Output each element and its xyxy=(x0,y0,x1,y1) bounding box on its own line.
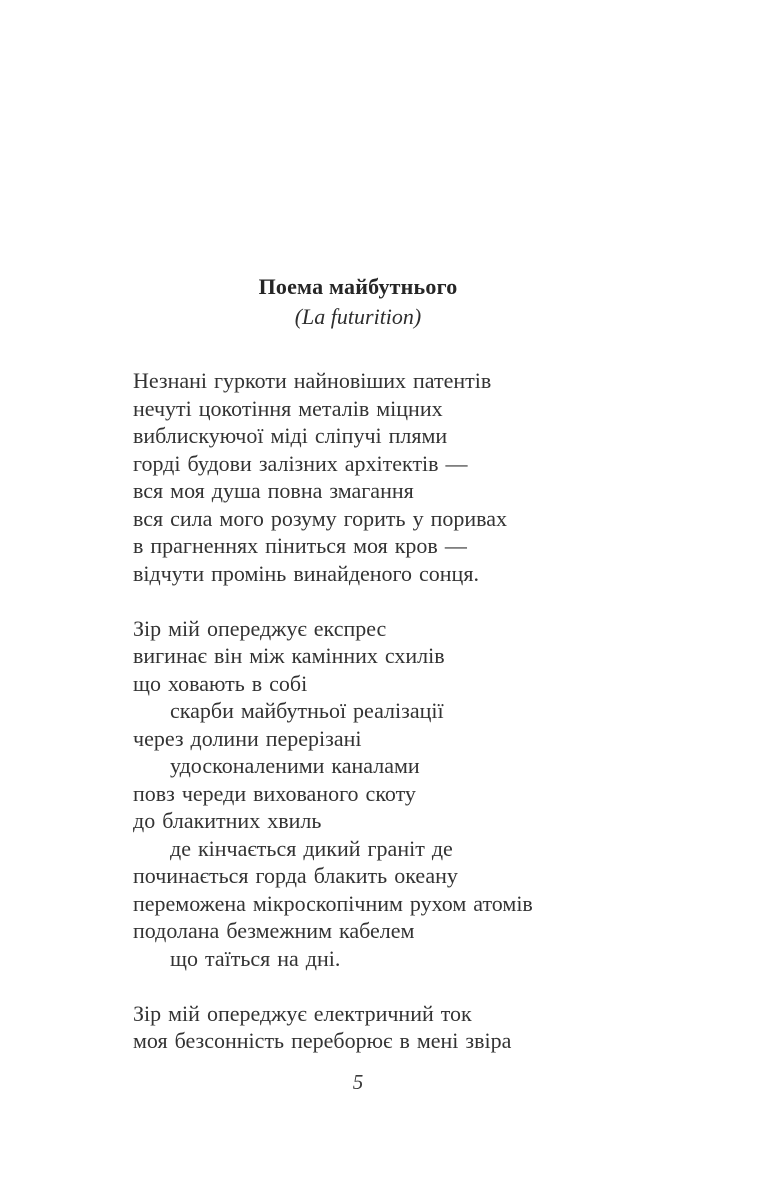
poem-line: вся сила мого розуму горить у поривах xyxy=(133,505,507,531)
poem-line: подолана безмежним кабелем xyxy=(133,918,415,943)
text-block xyxy=(133,0,583,1096)
page-number: 5 xyxy=(352,1069,364,1094)
stanza-2 xyxy=(133,615,583,973)
stanza-3 xyxy=(133,1000,583,1055)
poem-line: що таїться на дні. xyxy=(170,945,341,971)
poem-line: виблискуючої міді сліпучі плями xyxy=(133,423,448,448)
poem-line: де кінчається дикий граніт де xyxy=(170,835,453,861)
poem-line: переможена мікроскопічним рухом атомів xyxy=(133,890,533,916)
poem-line: що ховають в собі xyxy=(133,670,308,696)
poem-line: вигинає він між камінних схилів xyxy=(133,643,445,668)
poem-line: нечуті цокотіння металів міцних xyxy=(133,395,443,421)
poem-line: Зір мій опереджує електричний ток xyxy=(133,1000,472,1026)
poem-line: Незнані гуркоти найновіших патентів xyxy=(133,368,492,393)
poem-line: моя безсонність переборює в мені звіра xyxy=(133,1028,512,1053)
poem-body xyxy=(133,367,583,1055)
stanza-1 xyxy=(133,367,583,587)
poem-line: вся моя душа повна змагання xyxy=(133,478,414,503)
poem-line: скарби майбутньої реалізації xyxy=(170,698,444,723)
poem-title: Поема майбутнього xyxy=(258,274,458,299)
poem-line: горді будови залізних архітектів — xyxy=(133,450,468,476)
poem-line: до блакитних хвиль xyxy=(133,808,322,833)
poem-line: повз череди вихованого скоту xyxy=(133,780,416,806)
poem-subtitle: (La futurition) xyxy=(294,304,422,329)
poem-line: в прагненнях піниться моя кров — xyxy=(133,533,467,558)
poem-line: удосконаленими каналами xyxy=(170,753,420,778)
poem-line: через долини перерізані xyxy=(133,725,362,751)
poem-line: відчути промінь винайденого сонця. xyxy=(133,560,479,586)
poem-line: починається горда блакить океану xyxy=(133,863,458,888)
poem-line: Зір мій опереджує експрес xyxy=(133,615,387,641)
